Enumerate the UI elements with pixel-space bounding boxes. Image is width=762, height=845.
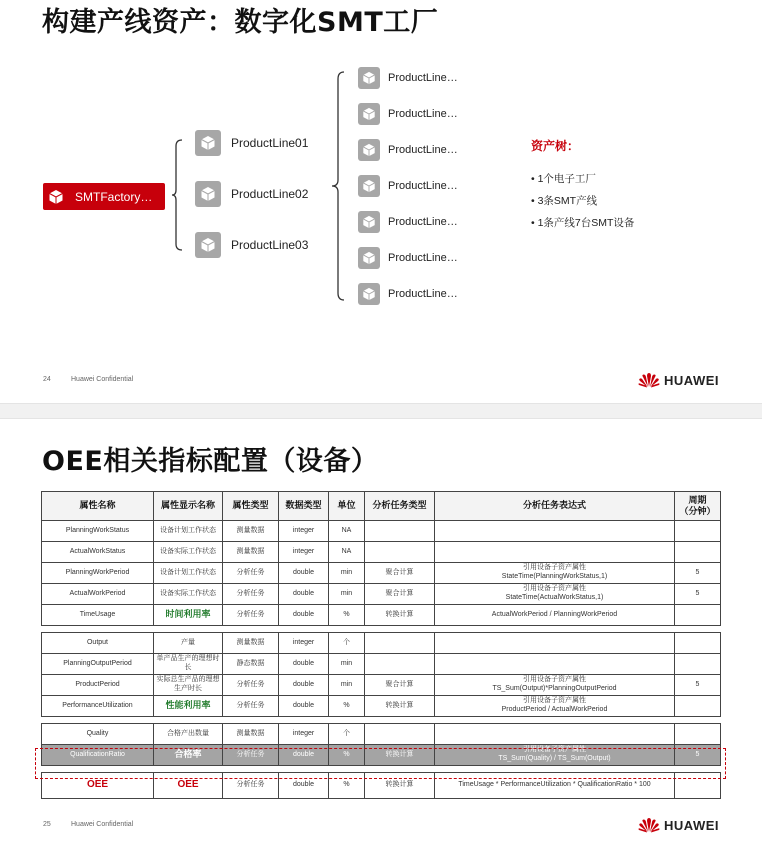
table-cell: 分析任务 xyxy=(223,696,279,717)
tree-node-root[interactable] xyxy=(43,183,165,210)
table-cell: 聚合计算 xyxy=(365,563,435,584)
table-cell: 合格率 xyxy=(154,745,223,766)
slide-separator xyxy=(0,403,762,419)
table-cell: NA xyxy=(329,521,365,542)
table-cell: 5 xyxy=(675,745,721,766)
table-row xyxy=(42,654,721,675)
group-spacer xyxy=(42,717,721,724)
spacer-cell xyxy=(42,717,721,724)
table-cell: 分析任务 xyxy=(223,605,279,626)
tree-node-label: ProductLine… xyxy=(388,252,458,264)
tree-node-device[interactable] xyxy=(358,67,458,89)
table-cell: 产量 xyxy=(154,633,223,654)
column-header: 数据类型 xyxy=(279,492,329,521)
table-cell: 测量数据 xyxy=(223,633,279,654)
tree-connector xyxy=(170,138,184,252)
table-cell: % xyxy=(329,605,365,626)
tree-node-line[interactable] xyxy=(195,130,308,156)
table-cell: 聚合计算 xyxy=(365,584,435,605)
slide-asset-tree xyxy=(0,0,762,403)
table-cell: Output xyxy=(42,633,154,654)
slide-title: OEE相关指标配置（设备） xyxy=(42,446,379,477)
cube-icon xyxy=(358,247,380,269)
table-cell: min xyxy=(329,563,365,584)
list-item: • 3条SMT产线 xyxy=(531,195,598,207)
cube-icon xyxy=(358,103,380,125)
table-cell: 5 xyxy=(675,563,721,584)
table-cell xyxy=(675,696,721,717)
table-cell xyxy=(365,724,435,745)
column-header: 单位 xyxy=(329,492,365,521)
table-cell: 单产品生产的理想时长 xyxy=(154,654,223,675)
table-cell: 时间利用率 xyxy=(154,605,223,626)
table-row xyxy=(42,724,721,745)
tree-node-device[interactable] xyxy=(358,283,458,305)
tree-node-label: ProductLine… xyxy=(388,288,458,300)
cube-icon xyxy=(195,181,221,207)
table-cell: 引用设备子资产属性 TS_Sum(Output)*PlanningOutputPeriod xyxy=(435,675,675,696)
brand-name: HUAWEI xyxy=(664,817,719,833)
table-cell: double xyxy=(279,563,329,584)
table-cell: 引用设备子资产属性 ProductPeriod / ActualWorkPeriod xyxy=(435,696,675,717)
tree-node-label: ProductLine… xyxy=(388,72,458,84)
list-item: • 1个电子工厂 xyxy=(531,173,596,185)
tree-node-label: ProductLine… xyxy=(388,180,458,192)
table-row xyxy=(42,584,721,605)
column-header: 分析任务类型 xyxy=(365,492,435,521)
table-row xyxy=(42,563,721,584)
table-cell xyxy=(675,542,721,563)
table-cell: 分析任务 xyxy=(223,745,279,766)
table-cell: Quality xyxy=(42,724,154,745)
huawei-brand xyxy=(638,372,719,388)
table-cell: 个 xyxy=(329,724,365,745)
table-cell xyxy=(435,521,675,542)
tree-connector xyxy=(330,70,346,302)
table-cell: 分析任务 xyxy=(223,773,279,799)
table-cell: 实际总生产品的理想生产时长 xyxy=(154,675,223,696)
cube-icon xyxy=(358,211,380,233)
table-cell: min xyxy=(329,675,365,696)
table-cell xyxy=(675,633,721,654)
table-row xyxy=(42,633,721,654)
table-cell xyxy=(675,654,721,675)
table-cell: % xyxy=(329,745,365,766)
tree-node-line[interactable] xyxy=(195,181,308,207)
tree-node-label: ProductLine… xyxy=(388,108,458,120)
table-cell: 设备实际工作状态 xyxy=(154,584,223,605)
table-cell xyxy=(435,724,675,745)
slide-oee-config xyxy=(0,419,762,845)
tree-node-device[interactable] xyxy=(358,175,458,197)
brand-name: HUAWEI xyxy=(664,372,719,388)
slide-title: 构建产线资产：数字化SMT工厂 xyxy=(42,7,439,38)
table-cell: ActualWorkStatus xyxy=(42,542,154,563)
table-row xyxy=(42,542,721,563)
table-cell xyxy=(365,654,435,675)
table-row xyxy=(42,521,721,542)
highlight-frame xyxy=(35,748,726,779)
table-cell: PerformanceUtilization xyxy=(42,696,154,717)
huawei-logo-icon xyxy=(638,817,660,833)
page-number: 25 xyxy=(43,821,51,828)
table-cell: 转换计算 xyxy=(365,696,435,717)
asset-tree-note-title: 资产树： xyxy=(531,139,580,153)
table-cell: PlanningOutputPeriod xyxy=(42,654,154,675)
table-cell: 设备计划工作状态 xyxy=(154,521,223,542)
column-header: 属性名称 xyxy=(42,492,154,521)
cube-icon xyxy=(358,175,380,197)
table-cell xyxy=(365,633,435,654)
table-cell: min xyxy=(329,584,365,605)
cube-icon xyxy=(358,67,380,89)
column-header: 属性类型 xyxy=(223,492,279,521)
table-cell: 5 xyxy=(675,584,721,605)
list-item: • 1条产线7台SMT设备 xyxy=(531,217,635,229)
table-cell: 性能利用率 xyxy=(154,696,223,717)
table-cell: double xyxy=(279,605,329,626)
confidential-label: Huawei Confidential xyxy=(71,376,134,383)
table-row xyxy=(42,696,721,717)
table-cell: 静态数据 xyxy=(223,654,279,675)
table-cell xyxy=(435,633,675,654)
column-header: 属性显示名称 xyxy=(154,492,223,521)
table-cell: double xyxy=(279,773,329,799)
table-cell: 分析任务 xyxy=(223,675,279,696)
cube-icon xyxy=(358,283,380,305)
table-cell: TimeUsage * PerformanceUtilization * QualificationRatio * 100 xyxy=(435,773,675,799)
cube-icon xyxy=(43,184,69,210)
table-cell: 转换计算 xyxy=(365,745,435,766)
table-cell: 引用设备子资产属性 StateTime(ActualWorkStatus,1) xyxy=(435,584,675,605)
table-cell: integer xyxy=(279,633,329,654)
table-cell: 转换计算 xyxy=(365,773,435,799)
table-cell: min xyxy=(329,654,365,675)
table-cell xyxy=(675,724,721,745)
page-number: 24 xyxy=(43,376,51,383)
column-header: 周期 （分钟） xyxy=(675,492,721,521)
table-cell: 引用设备子资产属性 StateTime(PlanningWorkStatus,1) xyxy=(435,563,675,584)
tree-node-device[interactable] xyxy=(358,103,458,125)
tree-node-label: SMTFactory… xyxy=(75,189,153,204)
asset-tree-note-list xyxy=(531,171,634,237)
table-cell: ActualWorkPeriod / PlanningWorkPeriod xyxy=(435,605,675,626)
table-cell: 设备计划工作状态 xyxy=(154,563,223,584)
table-cell xyxy=(365,521,435,542)
table-cell: double xyxy=(279,584,329,605)
huawei-brand xyxy=(638,817,719,833)
table-cell xyxy=(435,654,675,675)
table-cell: double xyxy=(279,675,329,696)
tree-node-label: ProductLine03 xyxy=(231,238,309,252)
table-row xyxy=(42,675,721,696)
table-cell: 测量数据 xyxy=(223,521,279,542)
table-cell: double xyxy=(279,696,329,717)
table-cell: 分析任务 xyxy=(223,563,279,584)
table-cell: ActualWorkPeriod xyxy=(42,584,154,605)
table-cell: 5 xyxy=(675,675,721,696)
table-cell: ProductPeriod xyxy=(42,675,154,696)
table-cell: double xyxy=(279,745,329,766)
table-cell: 设备实际工作状态 xyxy=(154,542,223,563)
table-cell: integer xyxy=(279,724,329,745)
table-cell xyxy=(365,542,435,563)
table-cell xyxy=(675,605,721,626)
tree-node-label: ProductLine02 xyxy=(231,187,309,201)
table-cell: OEE xyxy=(42,773,154,799)
confidential-label: Huawei Confidential xyxy=(71,821,134,828)
table-cell: 聚合计算 xyxy=(365,675,435,696)
table-cell: TimeUsage xyxy=(42,605,154,626)
table-cell: QualificationRatio xyxy=(42,745,154,766)
cube-icon xyxy=(195,232,221,258)
table-cell xyxy=(435,542,675,563)
table-cell: PlanningWorkStatus xyxy=(42,521,154,542)
cube-icon xyxy=(358,139,380,161)
table-cell: % xyxy=(329,773,365,799)
table-cell: 测量数据 xyxy=(223,542,279,563)
table-cell: % xyxy=(329,696,365,717)
table-cell: OEE xyxy=(154,773,223,799)
table-cell: 个 xyxy=(329,633,365,654)
group-spacer xyxy=(42,626,721,633)
table-header-row xyxy=(42,492,721,521)
table-cell: 合格产出数量 xyxy=(154,724,223,745)
tree-node-line[interactable] xyxy=(195,232,308,258)
tree-node-label: ProductLine01 xyxy=(231,136,309,150)
table-cell: 引用设备子资产属性 TS_Sum(Quality) / TS_Sum(Output) xyxy=(435,745,675,766)
tree-node-label: ProductLine… xyxy=(388,216,458,228)
table-cell: 分析任务 xyxy=(223,584,279,605)
table-cell: 测量数据 xyxy=(223,724,279,745)
spacer-cell xyxy=(42,626,721,633)
cube-icon xyxy=(195,130,221,156)
column-header: 分析任务表达式 xyxy=(435,492,675,521)
table-row xyxy=(42,605,721,626)
table-cell xyxy=(675,521,721,542)
tree-node-device[interactable] xyxy=(358,211,458,233)
tree-node-device[interactable] xyxy=(358,139,458,161)
table-cell: 转换计算 xyxy=(365,605,435,626)
huawei-logo-icon xyxy=(638,372,660,388)
table-cell: PlanningWorkPeriod xyxy=(42,563,154,584)
table-cell: NA xyxy=(329,542,365,563)
table-cell: double xyxy=(279,654,329,675)
tree-node-label: ProductLine… xyxy=(388,144,458,156)
table-cell: integer xyxy=(279,521,329,542)
tree-node-device[interactable] xyxy=(358,247,458,269)
table-cell: integer xyxy=(279,542,329,563)
